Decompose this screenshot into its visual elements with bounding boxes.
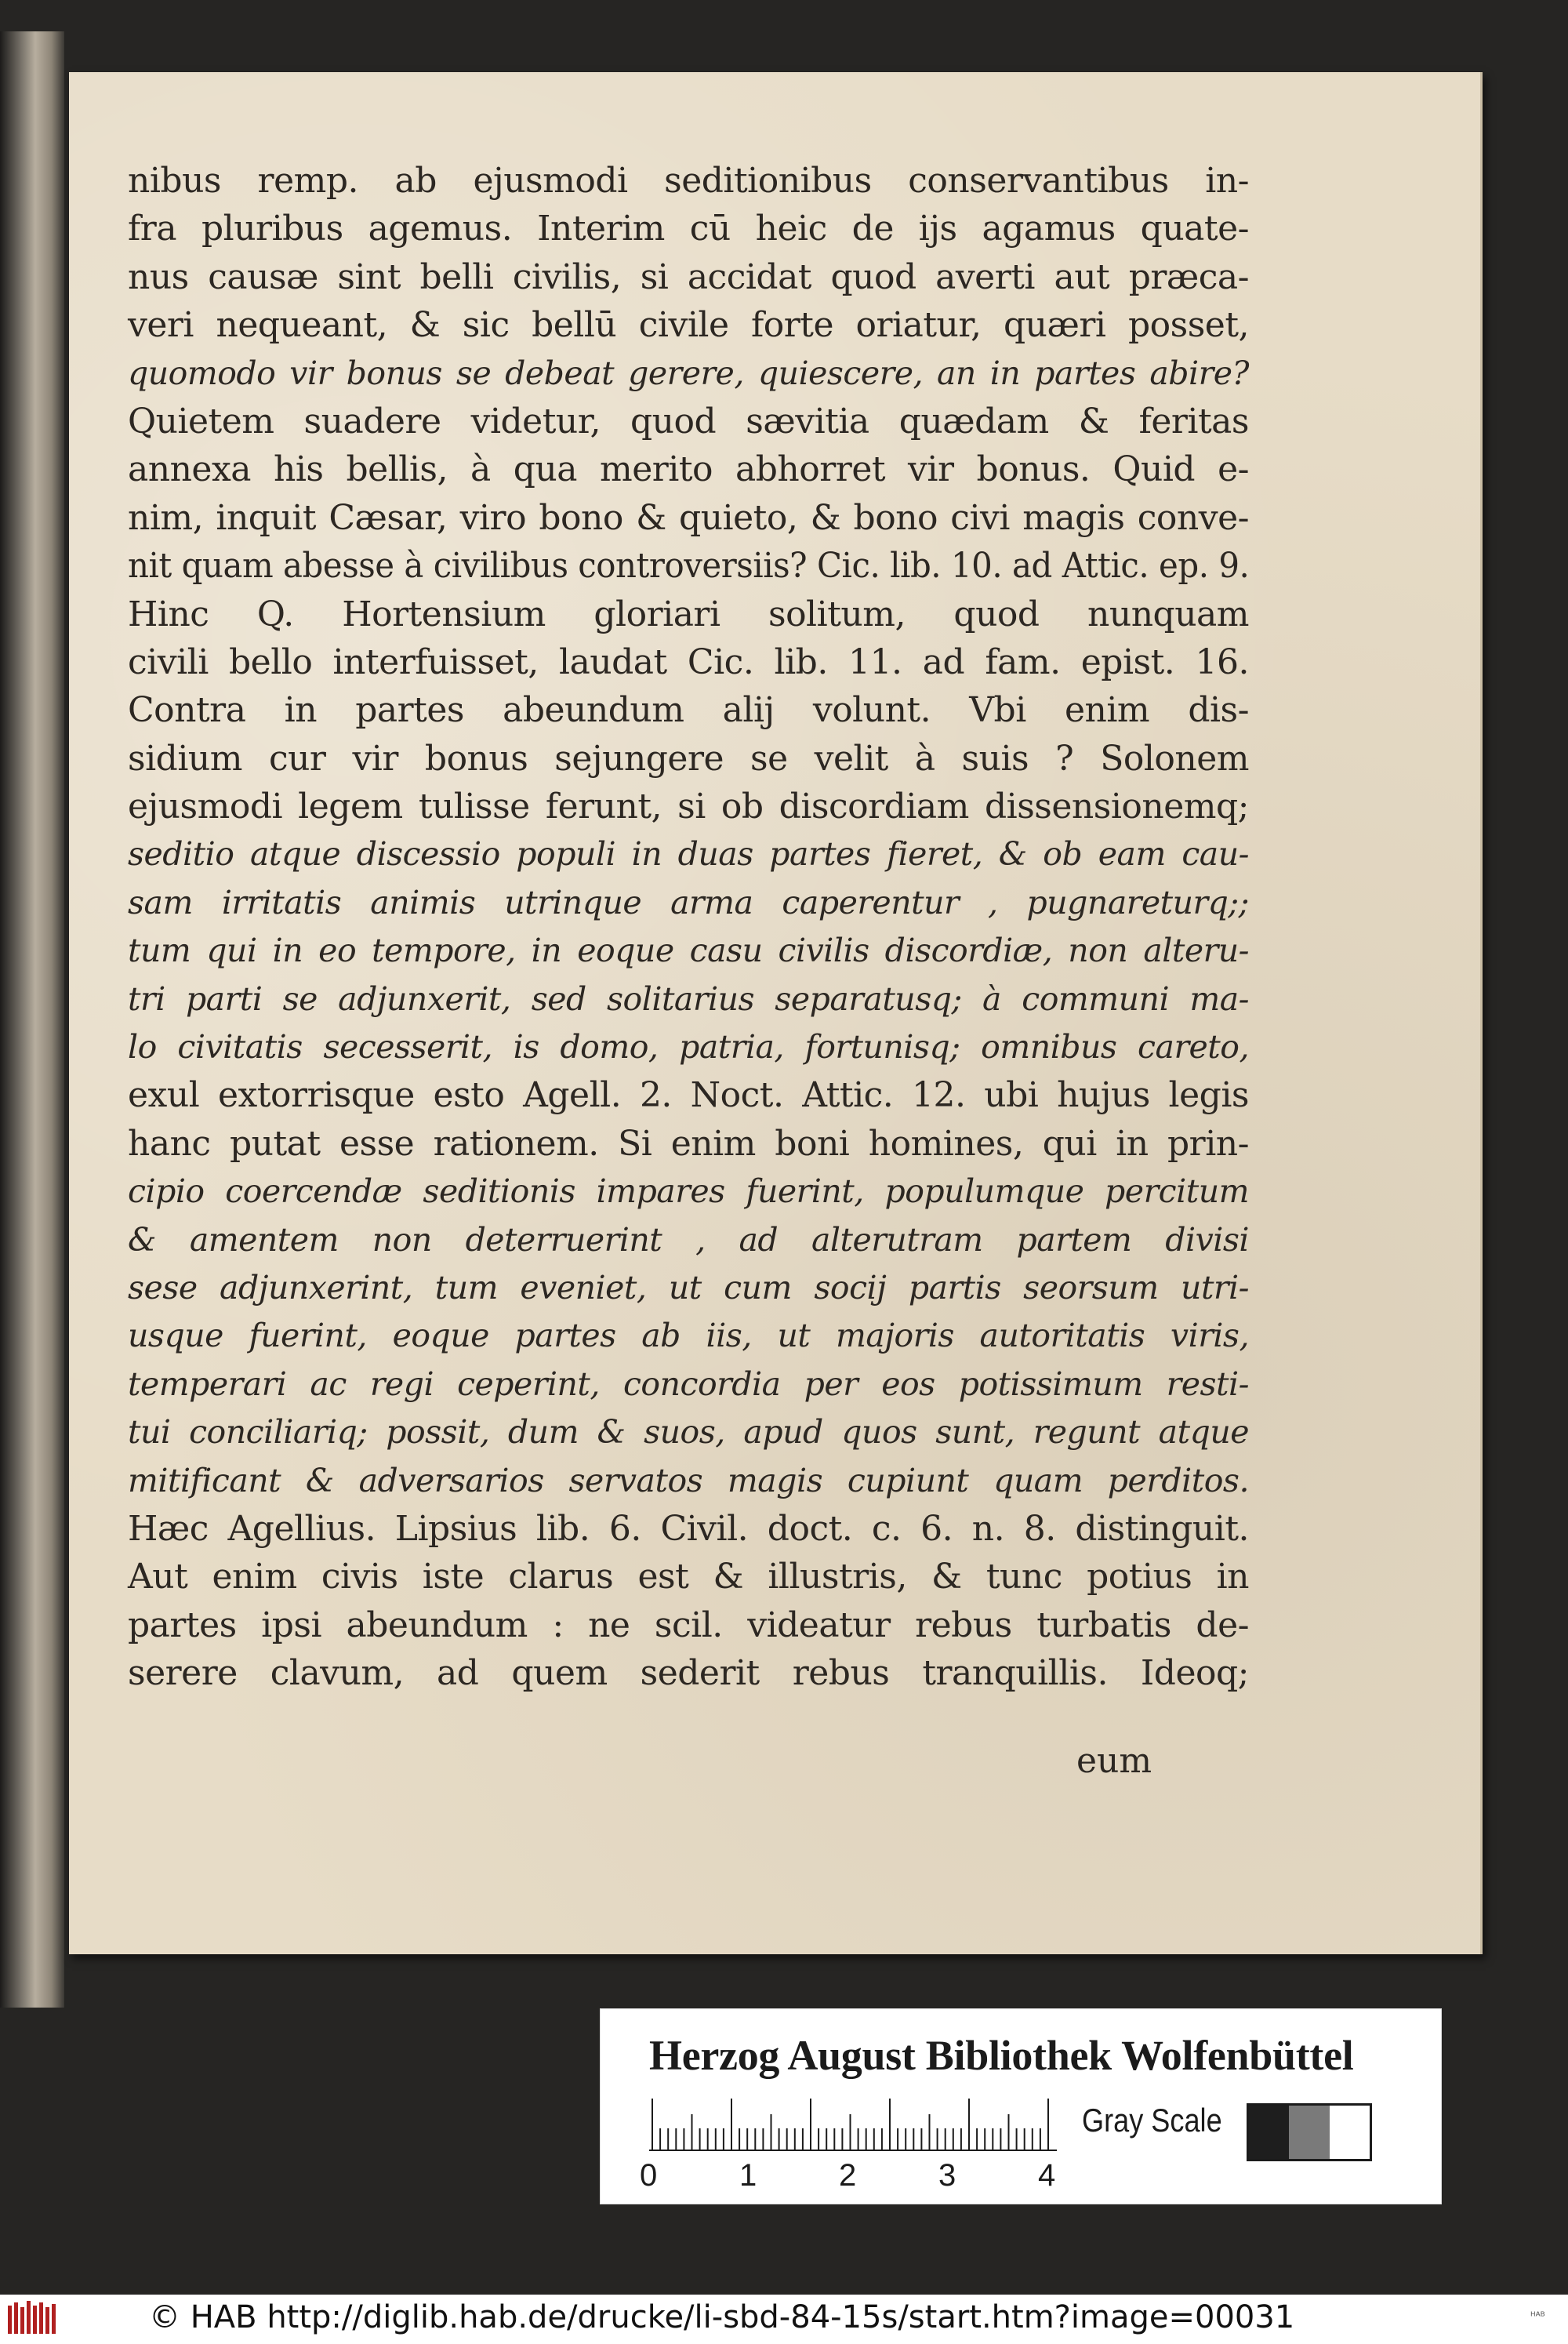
measurement-ruler [649,2097,1057,2152]
book-page [69,72,1483,1954]
text-line: serere clavum, ad quem sederit rebus tranquillis. Ideoq; [128,1653,1249,1694]
gray-scale-swatches [1247,2103,1372,2161]
text-line: & amentem non deterruerint , ad alterutram partem divisi [128,1220,1249,1259]
text-line: Hæc Agellius. Lipsius lib. 6. Civil. doct. c. 6. n. 8. distinguit. [128,1508,1249,1549]
text-line: annexa his bellis, à qua merito abhorret vir bonus. Quid e- [128,449,1249,490]
footer-mark: ᴴᴬᴮ [1530,2310,1545,2323]
text-line: temperari ac regi ceperint, concordia per eos potissimum resti- [128,1365,1249,1403]
text-line: nus causæ sint belli civilis, si accidat quod averti aut præca- [128,256,1249,297]
text-line: Contra in partes abeundum alij volunt. Vbi enim dis- [128,690,1249,731]
text-line: tri parti se adjunxerit, sed solitarius separatusq; à communi ma- [128,979,1249,1018]
ruler-number: 4 [1038,2158,1056,2193]
text-line: lo civitatis secesserit, is domo, patria, fortunisq; omnibus careto, [128,1028,1249,1067]
text-line: ejusmodi legem tulisse ferunt, si ob discordiam dissensionemq; [128,787,1249,827]
text-line: sidium cur vir bonus sejungere se velit à suis ? Solonem [128,738,1249,779]
text-line: partes ipsi abeundum : ne scil. videatur rebus turbatis de- [128,1604,1249,1645]
text-line: seditio atque discessio populi in duas partes fieret, & ob eam cau- [128,835,1249,874]
text-line: nibus remp. ab ejusmodi seditionibus conservantibus in- [128,161,1249,201]
footer-bar [0,2295,1568,2344]
ruler-number: 3 [938,2158,956,2193]
gray-swatch [1330,2106,1370,2159]
color-calibration-card [601,2009,1441,2204]
ruler-number: 2 [839,2158,857,2193]
hab-logo-icon [3,2298,66,2340]
library-name: Herzog August Bibliothek Wolfenbüttel [649,2032,1354,2079]
page-text-block [128,157,1249,1698]
text-line: exul extorrisque esto Agell. 2. Noct. Attic. 12. ubi hujus legis [128,1075,1249,1116]
text-line: mitificant & adversarios servatos magis cupiunt quam perditos. [128,1461,1249,1499]
text-line: cipio coercendæ seditionis impares fuerint, populumque percitum [128,1172,1249,1211]
book-binding-edge [0,31,64,2008]
ruler-number: 0 [640,2158,658,2193]
text-line: usque fuerint, eoque partes ab iis, ut majoris autoritatis viris, [128,1317,1249,1355]
text-line: Hinc Q. Hortensium gloriari solitum, quod nunquam [128,594,1249,634]
text-line: quomodo vir bonus se debeat gerere, quiescere, an in partes abire? [128,354,1249,392]
ruler-number: 1 [739,2158,757,2193]
text-line: nit quam abesse à civilibus controversiis? Cic. lib. 10. ad Attic. ep. 9. [128,546,1250,587]
text-line: tui conciliariq; possit, dum & suos, apud quos sunt, regunt atque [128,1413,1249,1452]
footer-copyright-url[interactable]: © HAB http://diglib.hab.de/drucke/li-sbd-84-15s/start.htm?image=00031 [149,2299,1295,2335]
text-line: sam irritatis animis utrinque arma caperentur , pugnareturq;; [128,883,1249,921]
gray-swatch [1289,2106,1329,2159]
gray-swatch [1249,2106,1289,2159]
text-line: fra pluribus agemus. Interim cū heic de ijs agamus quate- [128,209,1249,249]
catchword: eum [1076,1741,1152,1781]
text-line: veri nequeant, & sic bellū civile forte oriatur, quæri posset, [128,305,1249,346]
text-line: tum qui in eo tempore, in eoque casu civilis discordiæ, non alteru- [128,932,1249,970]
text-line: nim, inquit Cæsar, viro bono & quieto, & bono civi magis conve- [128,497,1249,538]
text-line: sese adjunxerint, tum eveniet, ut cum socij partis seorsum utri- [128,1268,1249,1306]
text-line: civili bello interfuisset, laudat Cic. lib. 11. ad fam. epist. 16. [128,641,1249,682]
text-line: Quietem suadere videtur, quod sævitia quædam & feritas [128,401,1249,442]
gray-scale-label: Gray Scale [1082,2102,1222,2139]
text-line: Aut enim civis iste clarus est & illustris, & tunc potius in [128,1557,1249,1597]
text-line: hanc putat esse rationem. Si enim boni homines, qui in prin- [128,1123,1249,1164]
